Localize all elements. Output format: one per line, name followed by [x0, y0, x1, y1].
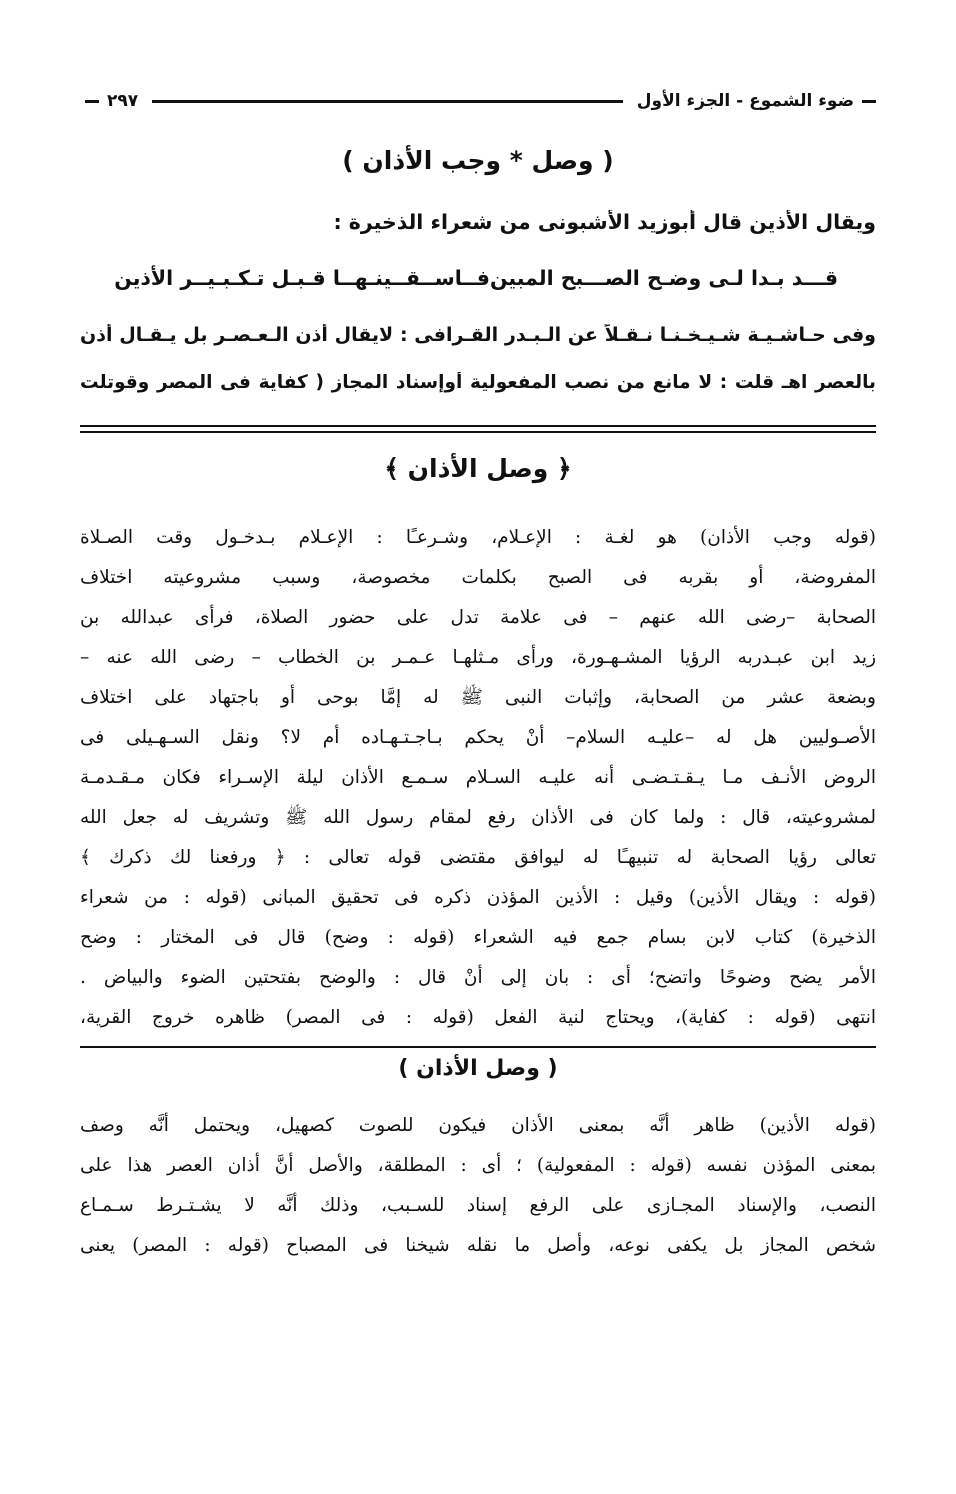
running-header: [85, 86, 876, 116]
sharh-line: تعالى رؤيا الصحابة له تنبيهـًا له ليوافق مقتضى قوله تعالى : ﴿ ورفعنا لك ذكرك ﴾: [80, 847, 876, 868]
verse-first-hemistich: قـــد بـدا لـى وضـح الصـــبح المبين: [489, 266, 838, 290]
sharh-line: الأصـوليين هل له –عليـه السلام– أنْ يحكم بـاجـتـهـاده أم لا؟ ونقل السـهـيلى فى: [80, 727, 876, 748]
sharh-line: زيد ابن عبـدربه الرؤيا المشـهـورة، ورأى مـثلهـا عـمـر بن الخطاب – رضى الله عنه –: [80, 647, 876, 668]
sharh-heading-wrap: [80, 454, 876, 483]
sharh-line: (قوله وجب الأذان) هو لغـة : الإعـلام، وشـرعـًا : الإعـلام بـدخـول وقت الصـلاة: [80, 527, 876, 548]
matn-line-4: بالعصر اهـ قلت : لا مانع من نصب المفعولية أوإسناد المجاز ( كفاية فى المصر وقوتلت: [80, 372, 876, 393]
sharh-line: وبضعة عشر من الصحابة، وإثبات النبى ﷺ له إمَّا بوحى أو باجتهاد على اختلاف: [80, 687, 876, 708]
sharh-line: النصب، والإسناد المجـازى على الرفع إسناد للسـبب، وذلك أنَّه لا يشـتـرط سـمـاع: [80, 1195, 876, 1216]
sharh-heading: ﴿ وصل الأذان ﴾: [384, 454, 572, 483]
matn-line-3: وفى حـاشـيـة شـيـخـنـا نـقـلاً عن الـبـدر القـرافى : لايقال أذن الـعـصـر بل يـقـال أذن: [80, 324, 876, 346]
header-rule: [152, 100, 623, 103]
matn-heading: ( وصل * وجب الأذان ): [342, 146, 614, 175]
sharh-line: الذخيرة) كتاب لابن بسام جمع فيه الشعراء (قوله : وضح) قال فى المختار : وضح: [80, 927, 876, 948]
verse-second-hemistich: فــاســقــينـهــا قـبـل تـكـبـيــر الأذين: [114, 266, 490, 290]
page-number: ٢٩٧: [107, 91, 139, 111]
sharh-line: شخص المجاز بل يكفى نوعه، وأصل ما نقله شيخنا فى المصباح (قوله : المصر) يعنى: [80, 1235, 876, 1256]
sharh-subheading: ( وصل الأذان ): [398, 1056, 558, 1081]
matn-sharh-divider: [80, 425, 876, 433]
matn-line-1-wrap: [80, 210, 876, 234]
book-title: ضوء الشموع - الجزء الأول: [636, 91, 854, 111]
verse-wrap: [80, 266, 876, 290]
sharh-line: لمشروعيته، قال : ولما كان فى الأذان رفع لمقام رسول الله ﷺ وتشريف له جعل الله: [80, 807, 876, 828]
poem-verse: [80, 266, 876, 290]
sharh-line: بمعنى المؤذن نفسه (قوله : المفعولية) ؛ أى : المطلقة، والأصل أنَّ أذان العصر هذا على: [80, 1155, 876, 1176]
header-dash-right: [862, 100, 876, 103]
sharh-line: (قوله : ويقال الأذين) وقيل : الأذين المؤذن ذكره فى تحقيق المبانى (قوله : من شعراء: [80, 887, 876, 908]
sharh-line: الأمر يضح وضوحًا واتضح؛ أى : بان إلى أنْ قال : والوضح بفتحتين الضوء والبياض .: [80, 967, 876, 988]
matn-line-4-wrap: [80, 372, 876, 393]
sharh-line: الروض الأنـف مـا يـقـتـضـى أنه عليـه السـلام سـمـع الأذان ليلة الإسـراء فكان مـقـدمـة: [80, 767, 876, 788]
matn-line-1: ويقال الأذين قال أبوزيد الأشبونى من شعراء الذخيرة :: [333, 210, 876, 234]
sharh-line: (قوله الأذين) ظاهر أنَّه بمعنى الأذان فيكون للصوت كصهيل، ويحتمل أنَّه وصف: [80, 1115, 876, 1136]
header-dash-left: [85, 100, 99, 103]
matn-heading-wrap: [80, 146, 876, 175]
sharh-line: انتهى (قوله : كفاية)، ويحتاج لنية الفعل (قوله : فى المصر) ظاهره خروج القرية،: [80, 1007, 876, 1028]
sharh-line: المفروضة، أو بقربه فى الصبح بكلمات مخصوصة، وسبب مشروعيته اختلاف: [80, 567, 876, 588]
section-divider: [80, 1046, 876, 1048]
matn-line-3-wrap: [80, 324, 876, 346]
sharh-line: الصحابة –رضى الله عنهم – فى علامة تدل على حضور الصلاة، فرأى عبدالله بن: [80, 607, 876, 628]
